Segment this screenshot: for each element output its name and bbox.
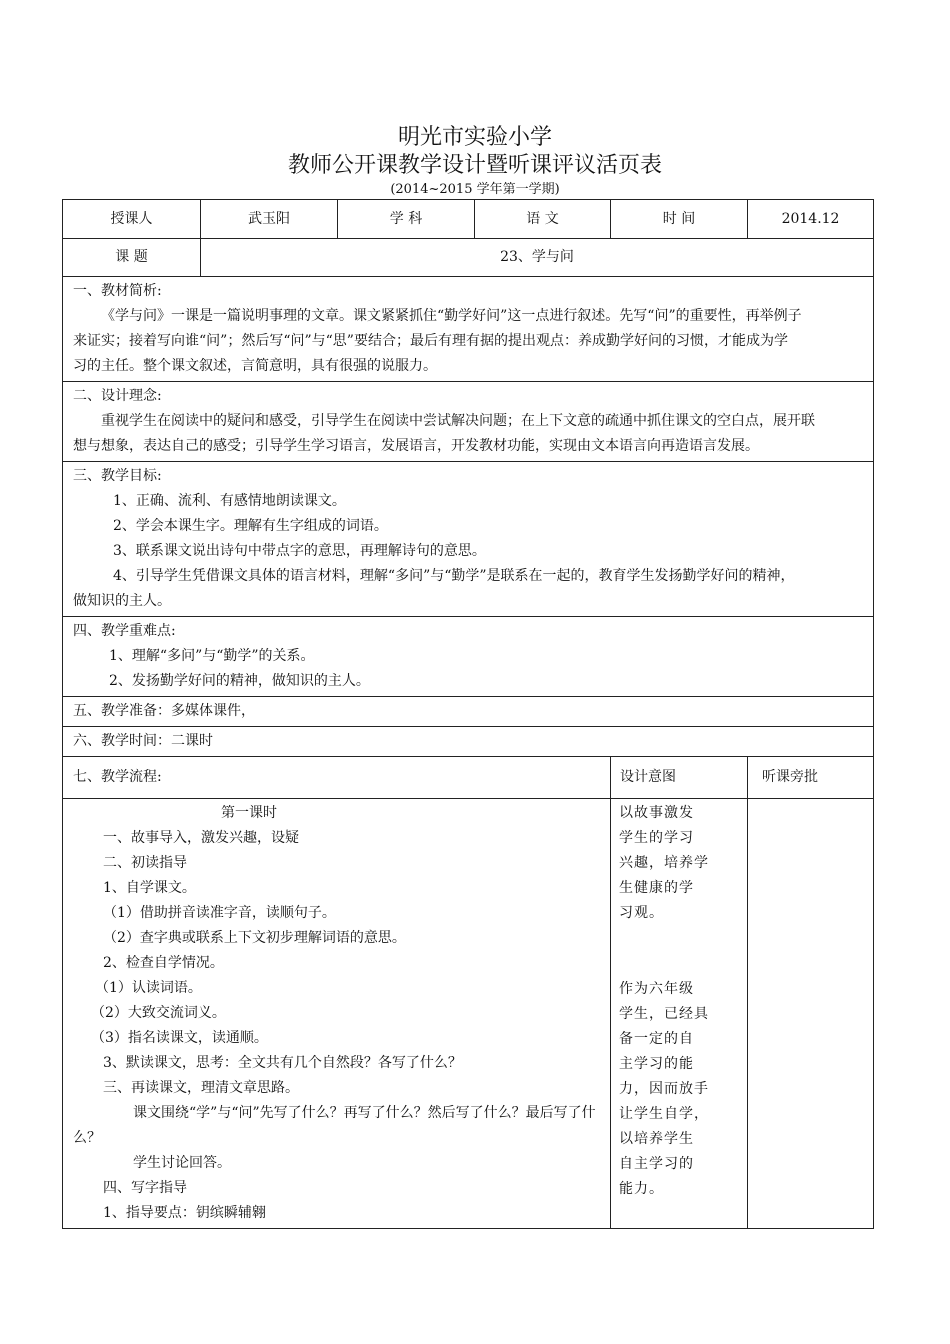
- goal-item-continued: 做知识的主人。: [73, 593, 171, 609]
- goal-item: 3、联系课文说出诗句中带点字的意思，再理解诗句的意思。: [113, 543, 486, 559]
- flow-header-intent: 设计意图: [611, 757, 748, 799]
- intent-note-line: 主学习的能: [619, 1056, 694, 1072]
- topic-value: 23、学与问: [201, 239, 874, 277]
- duration-row: [63, 727, 874, 757]
- teacher-value: 武玉阳: [201, 200, 338, 239]
- intent-note-line: 能力。: [619, 1181, 664, 1197]
- flow-line: 1、自学课文。: [103, 880, 196, 896]
- flow-line: （2）大致交流词义。: [91, 1005, 226, 1021]
- flow-line: 1、指导要点：钥缤瞬辅翱: [103, 1205, 266, 1221]
- key-point-item: 1、理解“多问”与“勤学”的关系。: [109, 648, 315, 664]
- term-label: (2014~2015 学年第一学期): [390, 182, 560, 197]
- form-title: 教师公开课教学设计暨听课评议活页表: [287, 153, 662, 178]
- flow-line: 一、故事导入，激发兴趣，设疑: [103, 830, 299, 846]
- concept-heading: 二、设计理念:: [73, 388, 162, 404]
- flow-line: 2、检查自学情况。: [103, 955, 224, 971]
- flow-line: 三、再读课文，理清文章思路。: [103, 1080, 299, 1096]
- duration-line: 六、教学时间：二课时: [63, 727, 874, 757]
- flow-line: （3）指名读课文，读通顺。: [91, 1030, 268, 1046]
- analysis-row: [63, 277, 874, 382]
- topic-row: [63, 239, 874, 277]
- concept-line-1: 重视学生在阅读中的疑问和感受，引导学生在阅读中尝试解决问题；在上下文意的疏通中抓住课文的空白点，展开联: [101, 413, 815, 429]
- key-points-row: [63, 617, 874, 697]
- design-intent-notes: [611, 799, 748, 1229]
- analysis-section: [63, 277, 874, 382]
- flow-line: 课文围绕“学”与“问”先写了什么？再写了什么？然后写了什么？最后写了什: [133, 1105, 596, 1121]
- flow-header-process: 七、教学流程:: [63, 757, 611, 799]
- goals-section: [63, 462, 874, 617]
- flow-line: （2）查字典或联系上下文初步理解词语的意思。: [103, 930, 406, 946]
- intent-note-line: 力，因而放手: [619, 1081, 709, 1097]
- flow-line: （1）认读词语。: [95, 980, 202, 996]
- intent-note-line: 让学生自学，: [619, 1106, 709, 1122]
- preparation-line: 五、教学准备：多媒体课件，: [63, 697, 874, 727]
- subject-value: 语 文: [475, 200, 611, 239]
- flow-line: 3、默读课文，思考：全文共有几个自然段？各写了什么？: [103, 1055, 462, 1071]
- intent-note-line: 学生的学习: [619, 830, 694, 846]
- flow-line: （1）借助拼音读准字音，读顺句子。: [103, 905, 336, 921]
- goal-item: 2、学会本课生字。理解有生字组成的词语。: [113, 518, 388, 534]
- intent-note-line: 以培养学生: [619, 1131, 694, 1147]
- intent-note-line: 学生，已经具: [619, 1006, 709, 1022]
- topic-label: 课 题: [63, 239, 201, 277]
- intent-note-line: 兴趣，培养学: [619, 855, 709, 871]
- key-points-heading: 四、教学重难点:: [73, 623, 176, 639]
- intent-note-line: 以故事激发: [619, 805, 694, 821]
- info-row: [63, 200, 874, 239]
- lesson-plan-table: [62, 199, 874, 1229]
- analysis-line-3: 习的主任。整个课文叙述，言简意明，具有很强的说服力。: [73, 358, 437, 374]
- analysis-heading: 一、教材简析:: [73, 283, 162, 299]
- goals-row: [63, 462, 874, 617]
- flow-line: 四、写字指导: [103, 1180, 187, 1196]
- goals-heading: 三、教学目标:: [73, 468, 162, 484]
- time-label: 时 间: [611, 200, 748, 239]
- school-name: 明光市实验小学: [397, 125, 552, 150]
- preparation-row: [63, 697, 874, 727]
- key-points-section: [63, 617, 874, 697]
- analysis-line-2: 来证实；接着写向谁“问”；然后写“问”与“思”要结合；最后有理有据的提出观点：养成勤学好问的习惯，才能成为学: [73, 333, 788, 349]
- time-value: 2014.12: [748, 200, 874, 239]
- listening-comment-cell[interactable]: [748, 799, 874, 1229]
- lesson-title: 第一课时: [221, 805, 277, 821]
- teaching-flow: [63, 799, 611, 1229]
- flow-line: 二、初读指导: [103, 855, 187, 871]
- flow-header-row: [63, 757, 874, 799]
- goal-item: 4、引导学生凭借课文具体的语言材料，理解“多问”与“勤学”是联系在一起的，教育学生发扬勤学好问的精神，: [113, 568, 795, 584]
- intent-note-line: 习观。: [619, 905, 664, 921]
- intent-note-line: 自主学习的: [619, 1156, 694, 1172]
- concept-line-2: 想与想象，表达自己的感受；引导学生学习语言，发展语言，开发教材功能，实现由文本语言向再造语言发展。: [73, 438, 759, 454]
- concept-row: [63, 382, 874, 462]
- goal-item: 1、正确、流利、有感情地朗读课文。: [113, 493, 346, 509]
- flow-body-row: [63, 799, 874, 1229]
- key-point-item: 2、发扬勤学好问的精神，做知识的主人。: [109, 673, 370, 689]
- flow-line: 学生讨论回答。: [133, 1155, 231, 1171]
- flow-line: 么？: [73, 1130, 101, 1146]
- intent-note-line: 生健康的学: [619, 880, 694, 896]
- analysis-line-1: 《学与问》一课是一篇说明事理的文章。课文紧紧抓住“勤学好问”这一点进行叙述。先写“问”的重要性，再举例子: [101, 308, 802, 324]
- teacher-label: 授课人: [63, 200, 201, 239]
- intent-note-gap: [619, 926, 741, 977]
- intent-note-line: 备一定的自: [619, 1031, 694, 1047]
- concept-section: [63, 382, 874, 462]
- subject-label: 学 科: [338, 200, 475, 239]
- intent-note-line: 作为六年级: [619, 981, 694, 997]
- flow-header-comment: 听课旁批: [748, 757, 874, 799]
